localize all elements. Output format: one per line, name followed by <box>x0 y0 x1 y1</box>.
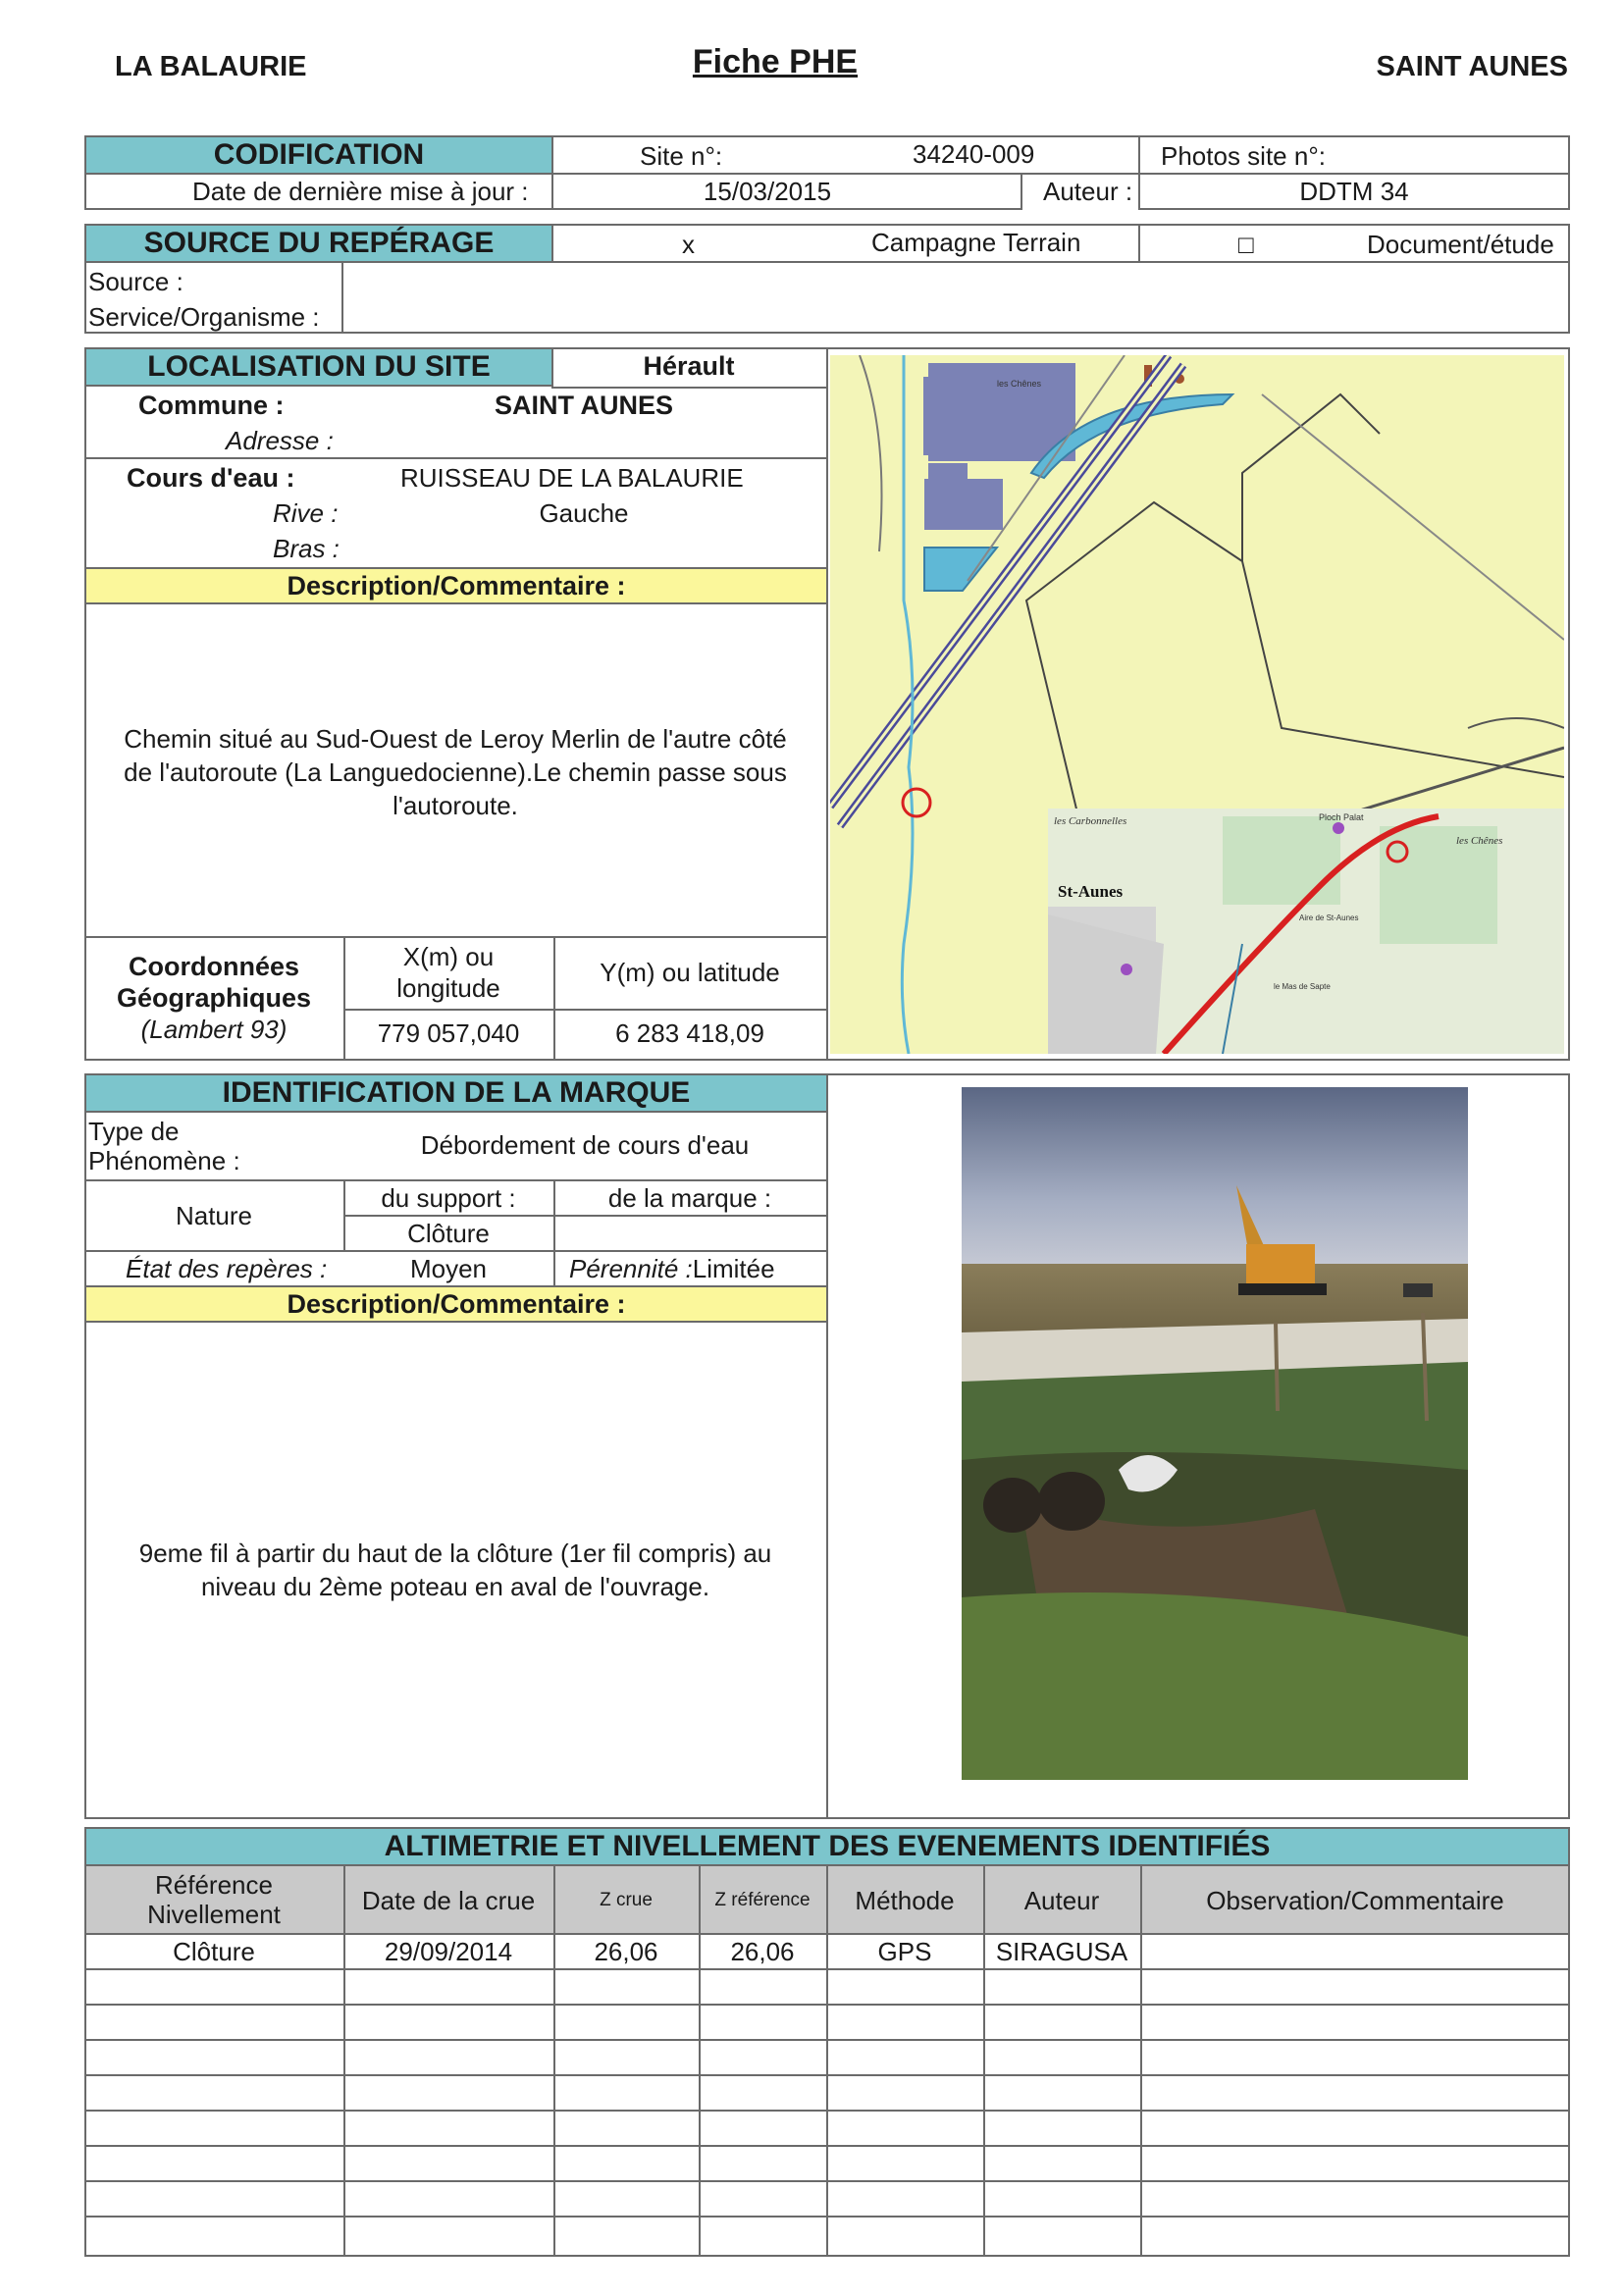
loc-desc-line1: Chemin situé au Sud-Ouest de Leroy Merlin de l'autre côté <box>124 724 787 754</box>
loc-desc-heading-text: Description/Commentaire : <box>287 570 626 600</box>
perennite-value: Limitée <box>692 1254 775 1283</box>
row-line <box>84 2004 1570 2006</box>
y-label: Y(m) ou latitude <box>600 958 780 987</box>
ident-line-3 <box>84 1250 826 1252</box>
altimetrie-heading <box>84 1827 1570 1866</box>
ident-desc-heading <box>84 1285 828 1323</box>
codification-heading <box>84 135 553 175</box>
col-zref: Z référence <box>714 1890 811 1910</box>
coord-top-line <box>84 936 826 938</box>
row-line <box>84 2074 1570 2076</box>
source-label: Source : <box>88 267 183 296</box>
ident-line-2 <box>343 1215 826 1217</box>
etat-value: Moyen <box>409 1254 488 1283</box>
col-date: Date de la crue <box>361 1886 536 1915</box>
identification-heading <box>84 1073 828 1113</box>
terrain-checkbox[interactable]: x <box>682 230 695 259</box>
inset-label-mas: le Mas de Sapte <box>1274 982 1331 991</box>
row1-ref: Clôture <box>173 1937 255 1966</box>
nature-label: Nature <box>175 1201 253 1230</box>
doc-checkbox[interactable]: □ <box>1238 230 1254 259</box>
localisation-heading-text: LOCALISATION DU SITE <box>147 350 491 383</box>
row-line <box>84 2216 1570 2218</box>
adresse-label: Adresse : <box>226 426 334 455</box>
etat-label: État des repères : <box>126 1254 328 1283</box>
rive-value: Gauche <box>539 498 629 528</box>
photo-svg <box>962 1087 1468 1780</box>
col-div <box>983 1864 985 2257</box>
site-label: Site n°: <box>640 141 723 171</box>
loc-desc-line2: de l'autoroute (La Languedocienne).Le chemin passe sous <box>124 757 787 787</box>
x-value: 779 057,040 <box>377 1018 520 1048</box>
coord-label-3: (Lambert 93) <box>140 1015 288 1044</box>
loc-line-1 <box>84 457 826 459</box>
bras-label: Bras : <box>273 534 340 563</box>
col-ref-2: Nivellement <box>147 1900 281 1929</box>
page-title: Fiche PHE <box>692 43 859 80</box>
terrain-label: Campagne Terrain <box>871 228 1081 257</box>
inset-label-carbonnelles: les Carbonnelles <box>1054 815 1127 827</box>
source-heading <box>84 224 553 263</box>
row1-zcrue: 26,06 <box>594 1937 658 1966</box>
perennite-label: Pérennité : <box>569 1254 693 1283</box>
doc-label: Document/étude <box>1367 230 1554 259</box>
ident-desc-heading-text: Description/Commentaire : <box>287 1288 626 1319</box>
cours-value: RUISSEAU DE LA BALAURIE <box>400 463 744 493</box>
map-divider <box>826 347 828 1061</box>
header-left: LA BALAURIE <box>115 51 307 82</box>
row1-date: 29/09/2014 <box>384 1937 513 1966</box>
type-label-1: Type de <box>88 1117 180 1146</box>
row1-zref: 26,06 <box>730 1937 795 1966</box>
map-svg <box>830 355 1564 1054</box>
col-div <box>553 1864 555 2257</box>
poi-icon <box>1121 964 1132 975</box>
type-value: Débordement de cours d'eau <box>420 1130 750 1160</box>
marque-label: de la marque : <box>607 1183 772 1213</box>
row1-methode: GPS <box>877 1937 932 1966</box>
x-label-2: longitude <box>396 973 500 1003</box>
departement: Hérault <box>643 351 735 381</box>
service-label: Service/Organisme : <box>88 302 320 332</box>
poi-icon <box>1333 822 1344 834</box>
support-value: Clôture <box>407 1219 490 1248</box>
inset-label-chenes: les Chênes <box>1456 835 1503 847</box>
cours-label: Cours d'eau : <box>127 463 295 493</box>
col-obs: Observation/Commentaire <box>1206 1886 1504 1915</box>
altimetrie-heading-text: ALTIMETRIE ET NIVELLEMENT DES EVENEMENTS IDENTIFIÉS <box>384 1830 1271 1862</box>
support-label: du support : <box>381 1183 516 1213</box>
photos-label: Photos site n°: <box>1161 141 1326 171</box>
ident-line-1 <box>84 1179 826 1181</box>
row-line <box>84 2039 1570 2041</box>
row-line <box>84 2110 1570 2112</box>
col-zcrue: Z crue <box>600 1890 653 1910</box>
ident-desc-line2: niveau du 2ème poteau en aval de l'ouvrage. <box>200 1572 710 1601</box>
localisation-heading <box>84 347 553 387</box>
col-methode: Méthode <box>855 1886 955 1915</box>
identification-heading-text: IDENTIFICATION DE LA MARQUE <box>222 1076 691 1109</box>
coord-label-1: Coordonnées <box>128 952 299 981</box>
dept-underline <box>551 387 826 389</box>
auteur-label: Auteur : <box>1043 177 1133 206</box>
date-label: Date de dernière mise à jour : <box>192 177 529 206</box>
col-div <box>1140 1864 1142 2257</box>
y-value: 6 283 418,09 <box>615 1018 764 1048</box>
date-value: 15/03/2015 <box>703 177 832 206</box>
row-line <box>84 1968 1570 1970</box>
col-auteur: Auteur <box>1023 1886 1100 1915</box>
ident-desc-line1: 9eme fil à partir du haut de la clôture (1er fil compris) au <box>138 1539 772 1568</box>
commune-value: SAINT AUNES <box>494 391 673 420</box>
auteur-value: DDTM 34 <box>1299 177 1409 206</box>
row-line <box>84 2180 1570 2182</box>
loc-desc-line3: l'autoroute. <box>393 791 518 820</box>
inset-label-aire: Aire de St-Aunes <box>1299 913 1359 922</box>
col-div <box>343 1864 345 2257</box>
type-label-2: Phénomène : <box>88 1146 240 1175</box>
col-div <box>699 1864 701 2257</box>
commune-label: Commune : <box>138 391 285 420</box>
codification-heading-text: CODIFICATION <box>213 138 425 171</box>
row-line <box>84 2145 1570 2147</box>
inset-label-ploch: Ploch Palat <box>1319 812 1364 822</box>
site-value: 34240-009 <box>913 139 1035 169</box>
location-map <box>830 355 1564 1054</box>
rive-label: Rive : <box>273 498 339 528</box>
coord-mid-line <box>343 1009 826 1011</box>
site-photo <box>962 1087 1468 1780</box>
source-heading-text: SOURCE DU REPÉRAGE <box>143 227 495 259</box>
coord-label-2: Géographiques <box>116 983 312 1013</box>
col-div <box>826 1864 828 2257</box>
col-ref-1: Référence <box>155 1870 273 1900</box>
map-label-les-chenes: les Chênes <box>997 379 1042 389</box>
header-right: SAINT AUNES <box>1376 51 1568 82</box>
photo-divider <box>826 1073 828 1819</box>
loc-desc-heading <box>84 567 828 604</box>
source-divider <box>341 261 343 334</box>
inset-label-st-aunes: St-Aunes <box>1058 882 1124 901</box>
x-label-1: X(m) ou <box>402 942 495 971</box>
row1-auteur: SIRAGUSA <box>995 1937 1128 1966</box>
